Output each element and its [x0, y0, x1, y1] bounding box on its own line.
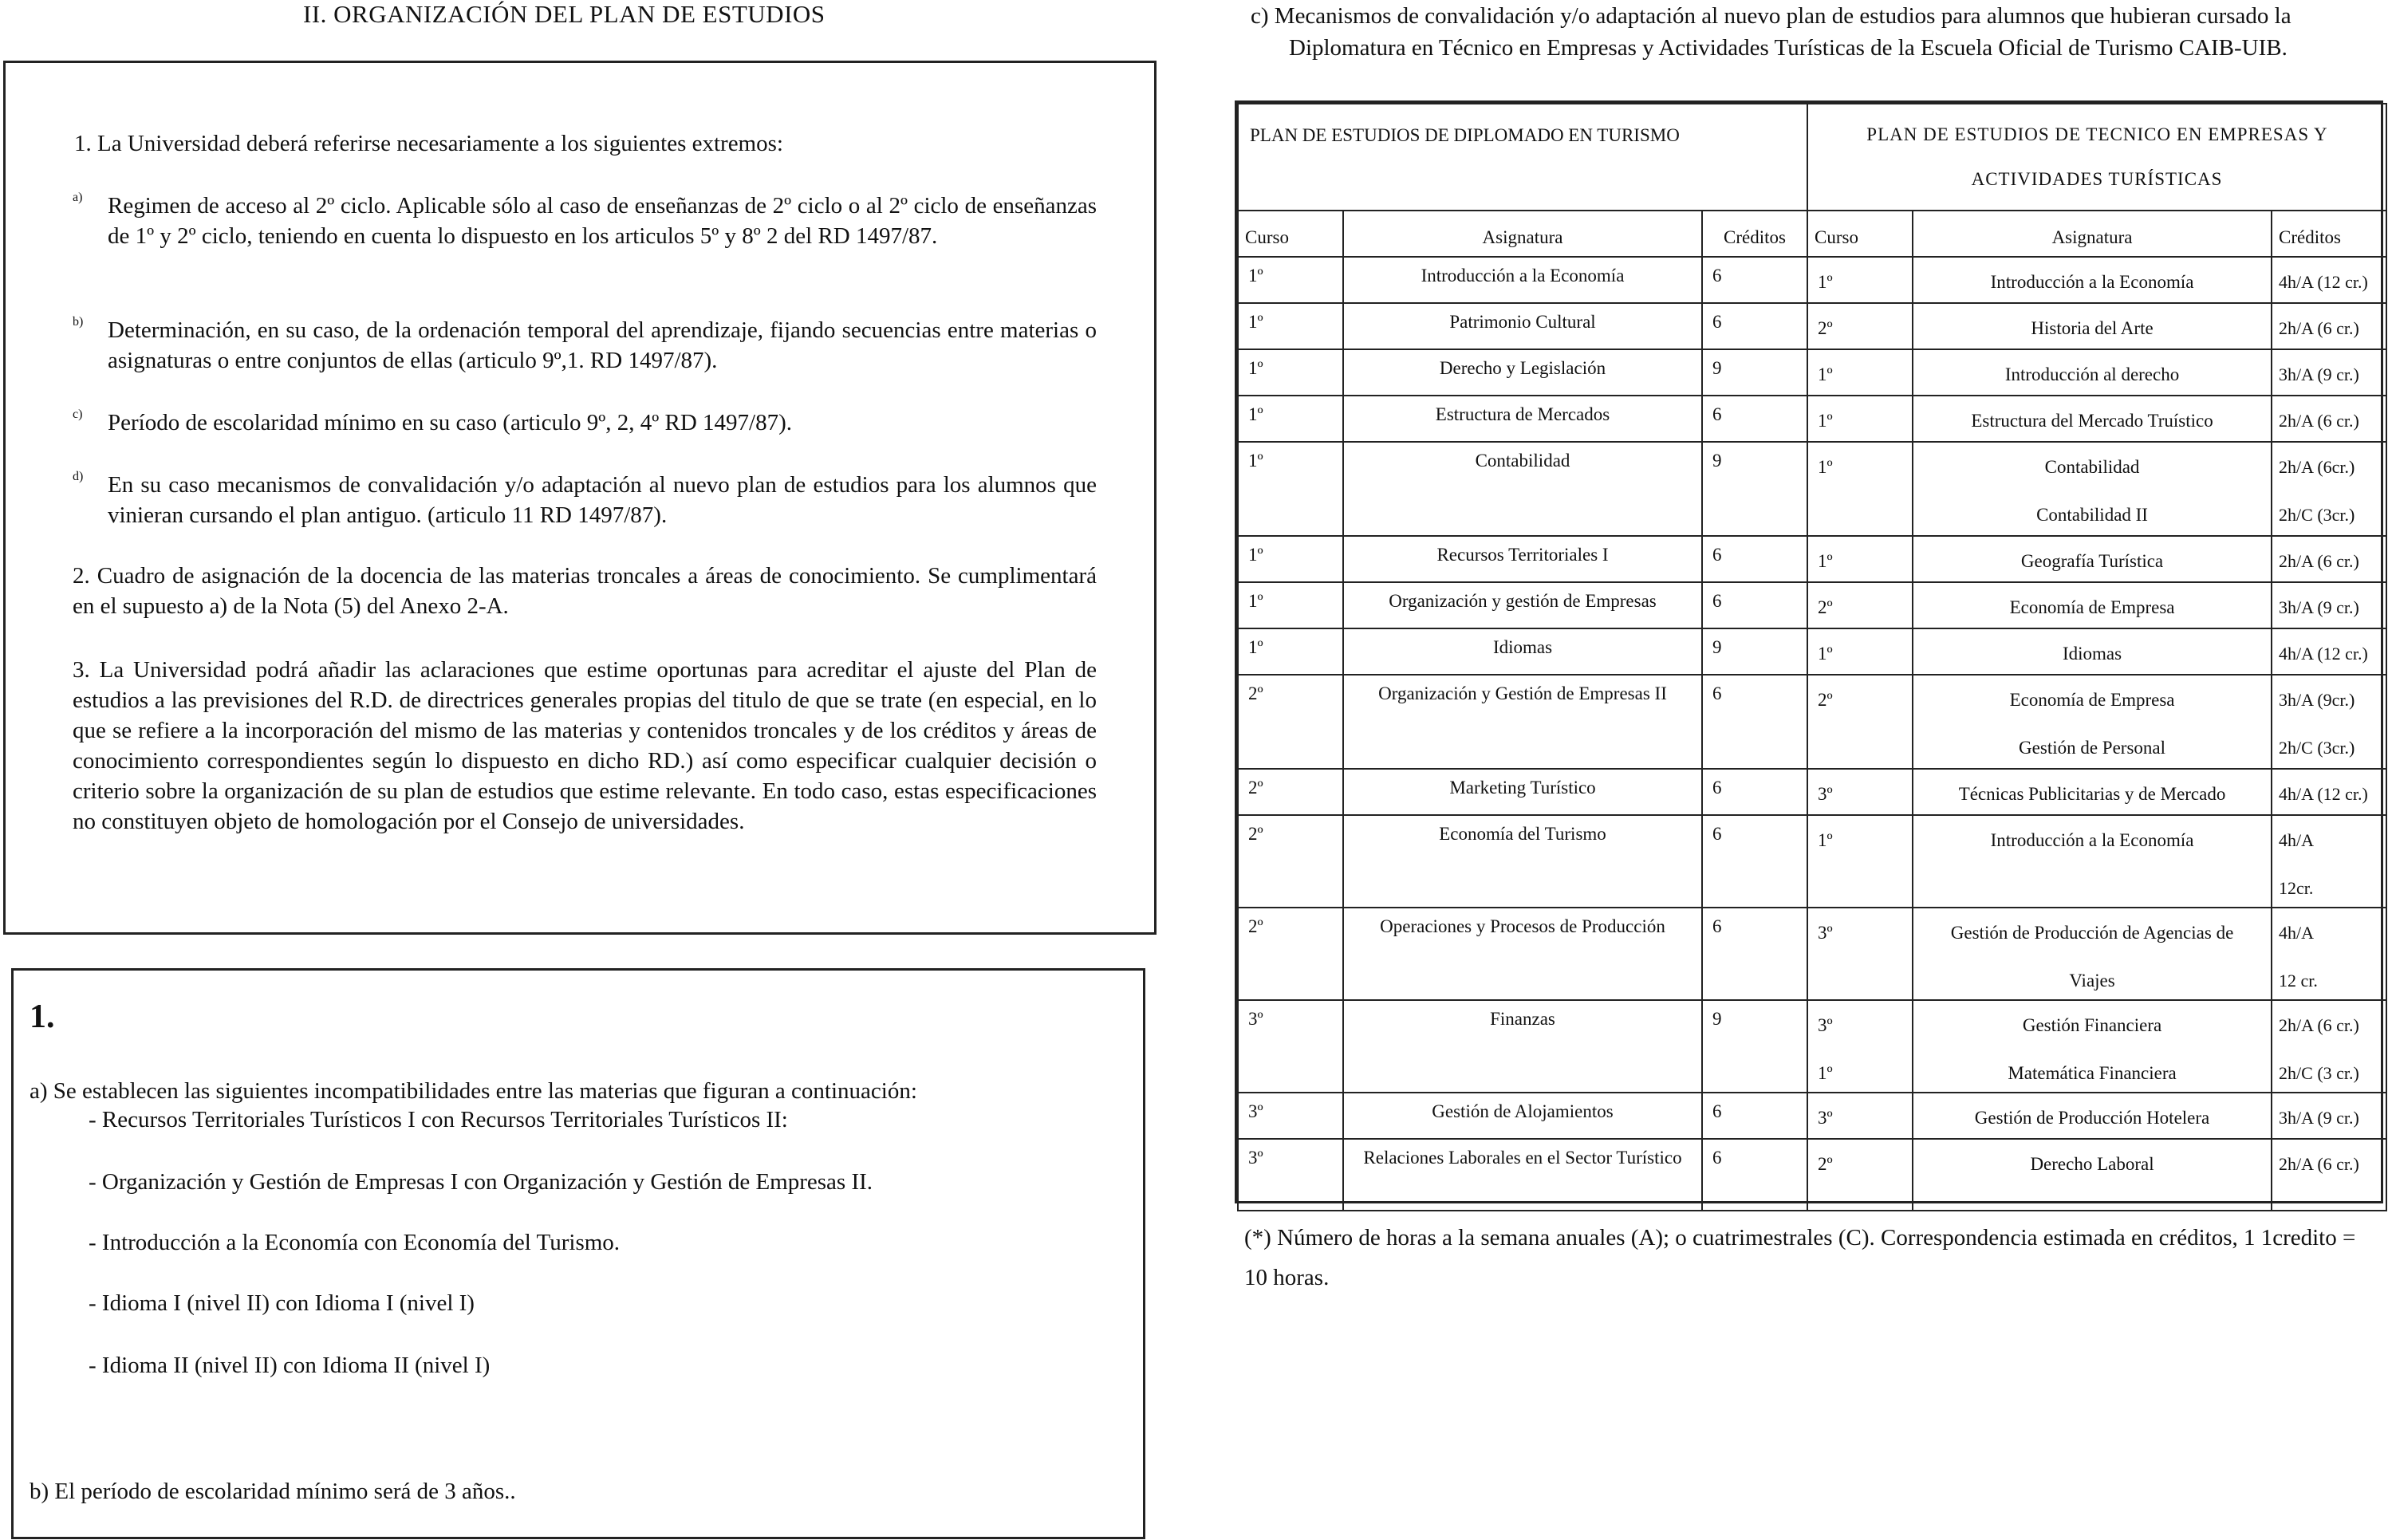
cell-creditos-2 — [2272, 815, 2386, 908]
cell-asignatura: Relaciones Laborales en el Sector Turístico — [1343, 1139, 1702, 1211]
cell-curso-2 — [1807, 582, 1913, 628]
cell-creditos-2 — [2272, 908, 2386, 1000]
cell-curso-2 — [1807, 396, 1913, 442]
instruction-item-3: 3. La Universidad podrá añadir las aclaraciones que estime oportunas para acreditar el ajuste del Plan de estudios a las previsiones del R.D. de directrices generales propias del titulo de que se trate (en especial, en lo que se refiere a la incorporación del mismo de las materias y contenidos troncales y de los créditos y áreas de conocimiento correspondientes según lo dispuesto en dicho RD.) así como especificar cualquier decisión o criterio sobre la organización de su plan de estudios que estime relevante. En todo caso, estas especificaciones no constituyen objeto de homologación por el Consejo de universidades. — [73, 657, 1097, 834]
cell-asignatura-2 — [1913, 815, 2272, 908]
cell-curso-2 — [1807, 1139, 1913, 1211]
table-row — [1238, 536, 2386, 582]
cell-asignatura: Estructura de Mercados — [1343, 396, 1702, 442]
cell-asignatura-2-line: Economía de Empresa — [2009, 597, 2175, 617]
intro-line-2: Diplomatura en Técnico en Empresas y Actividades Turísticas de la Escuela Oficial de Turismo CAIB-UIB. — [1289, 35, 2288, 61]
cell-curso-2-line: 1º — [1818, 457, 1833, 477]
cell-creditos: 6 — [1702, 675, 1807, 769]
cell-creditos-2-line: 3h/A (9 cr.) — [2279, 1108, 2359, 1128]
header-tecnico-line-2: ACTIVIDADES TURÍSTICAS — [1971, 169, 2223, 189]
cell-asignatura-2 — [1913, 303, 2272, 349]
cell-asignatura: Marketing Turístico — [1343, 769, 1702, 815]
cell-asignatura: Recursos Territoriales I — [1343, 536, 1702, 582]
cell-asignatura-2 — [1913, 1000, 2272, 1093]
cell-creditos-2-line: 2h/A (6 cr.) — [2279, 551, 2359, 571]
sub-text: Regimen de acceso al 2º ciclo. Aplicable sólo al caso de enseñanzas de 2º ciclo o al 2º ciclo de enseñanzas de 1º y 2º ciclo, teniendo en cuenta lo dispuesto en los articulos 5º y 8º 2 del RD 1497/87. — [108, 193, 1097, 249]
cell-creditos-2 — [2272, 442, 2386, 536]
column-header-creditos: Créditos — [1702, 211, 1807, 257]
list-item: - Idioma I (nivel II) con Idioma I (nivel I) — [89, 1290, 475, 1316]
cell-asignatura-2-line: Geografía Turística — [2020, 551, 2164, 571]
cell-creditos-2-line: 4h/A (12 cr.) — [2279, 272, 2368, 292]
convalidation-table — [1235, 100, 2383, 1203]
cell-curso-2 — [1807, 442, 1913, 536]
cell-curso-2-line: 1º — [1818, 1063, 1833, 1083]
table-row — [1238, 582, 2386, 628]
cell-asignatura: Idiomas — [1343, 628, 1702, 675]
cell-creditos-2 — [2272, 769, 2386, 815]
cell-asignatura: Organización y gestión de Empresas — [1343, 582, 1702, 628]
cell-curso: 2º — [1238, 769, 1343, 815]
cell-curso: 1º — [1238, 442, 1343, 536]
list-item: - Recursos Territoriales Turísticos I con Recursos Territoriales Turísticos II: — [89, 1107, 788, 1132]
cell-creditos: 6 — [1702, 1139, 1807, 1211]
cell-curso-2-line: 2º — [1818, 597, 1833, 617]
cell-curso-2 — [1807, 769, 1913, 815]
cell-creditos-2 — [2272, 349, 2386, 396]
cell-creditos-2-line: 2h/C (3 cr.) — [2279, 1063, 2359, 1083]
column-header-asignatura-2: Asignatura — [1913, 211, 2272, 257]
table-row — [1238, 675, 2386, 769]
cell-curso-2-line: 1º — [1818, 644, 1833, 664]
cell-creditos-2-line: 2h/A (6 cr.) — [2279, 411, 2359, 431]
cell-creditos-2-line: 2h/A (6 cr.) — [2279, 1154, 2359, 1174]
cell-asignatura-2 — [1913, 536, 2272, 582]
cell-curso-2 — [1807, 257, 1913, 303]
sub-label: a) — [73, 191, 83, 204]
sub-label: c) — [73, 408, 83, 421]
cell-asignatura-2-line: Estructura del Mercado Truístico — [1971, 411, 2213, 431]
cell-creditos: 9 — [1702, 1000, 1807, 1093]
table-row — [1238, 349, 2386, 396]
cell-curso-2-line: 3º — [1818, 1108, 1833, 1128]
sub-text: Determinación, en su caso, de la ordenación temporal del aprendizaje, fijando secuencias entre materias o asignaturas o entre conjuntos de ellas (articulo 9º,1. RD 1497/87). — [108, 317, 1097, 373]
cell-curso-2-line: 1º — [1818, 364, 1833, 384]
instruction-sub-a — [73, 191, 1097, 251]
cell-curso: 2º — [1238, 815, 1343, 908]
cell-curso-2 — [1807, 349, 1913, 396]
cell-curso-2 — [1807, 628, 1913, 675]
cell-creditos: 6 — [1702, 396, 1807, 442]
cell-creditos-2 — [2272, 1093, 2386, 1139]
cell-curso-2-line: 2º — [1818, 690, 1833, 710]
table-row — [1238, 303, 2386, 349]
cell-curso-2 — [1807, 536, 1913, 582]
cell-creditos-2-line: 4h/A (12 cr.) — [2279, 784, 2368, 804]
cell-curso: 3º — [1238, 1093, 1343, 1139]
table-row — [1238, 257, 2386, 303]
cell-creditos-2-line: 2h/A (6 cr.) — [2279, 1015, 2359, 1035]
cell-curso: 1º — [1238, 582, 1343, 628]
cell-asignatura-2-line: Economía de Empresa — [2009, 690, 2175, 710]
intro-line-1: c) Mecanismos de convalidación y/o adaptación al nuevo plan de estudios para alumnos que hubieran cursado la — [1251, 3, 2291, 29]
cell-creditos-2 — [2272, 675, 2386, 769]
cell-asignatura-2-line: Gestión de Producción de Agencias de — [1950, 923, 2234, 943]
table-row — [1238, 628, 2386, 675]
cell-curso-2-line: 2º — [1818, 318, 1833, 338]
cell-asignatura-2 — [1913, 396, 2272, 442]
cell-curso-2-line: 3º — [1818, 1015, 1833, 1035]
cell-creditos: 6 — [1702, 908, 1807, 1000]
cell-creditos-2 — [2272, 628, 2386, 675]
cell-creditos-2-line: 3h/A (9 cr.) — [2279, 597, 2359, 617]
cell-asignatura-2-line: Gestión de Personal — [2019, 738, 2166, 758]
cell-creditos: 6 — [1702, 1093, 1807, 1139]
cell-creditos-2-line: 4h/A — [2279, 830, 2315, 850]
cell-asignatura: Introducción a la Economía — [1343, 257, 1702, 303]
cell-curso: 3º — [1238, 1139, 1343, 1211]
cell-asignatura: Contabilidad — [1343, 442, 1702, 536]
cell-asignatura: Operaciones y Procesos de Producción — [1343, 908, 1702, 1000]
instruction-sub-c — [73, 408, 1097, 438]
instructions-box — [3, 61, 1157, 935]
instruction-sub-b — [73, 315, 1097, 376]
cell-curso-2-line: 3º — [1818, 784, 1833, 804]
cell-asignatura-2-line: Gestión de Producción Hotelera — [1974, 1108, 2210, 1128]
cell-asignatura-2 — [1913, 1093, 2272, 1139]
cell-creditos-2-line: 3h/A (9cr.) — [2279, 690, 2355, 710]
cell-asignatura-2-line: Viajes — [2069, 971, 2115, 991]
cell-curso: 1º — [1238, 257, 1343, 303]
cell-curso-2-line: 3º — [1818, 923, 1833, 943]
cell-creditos-2 — [2272, 582, 2386, 628]
table-row — [1238, 396, 2386, 442]
cell-asignatura-2-line: Historia del Arte — [2031, 318, 2154, 338]
header-diplomado: PLAN DE ESTUDIOS DE DIPLOMADO EN TURISMO — [1238, 104, 1807, 211]
incompatibilities-intro: a) Se establecen las siguientes incompatibilidades entre las materias que figuran a continuación: — [30, 1078, 917, 1104]
cell-asignatura-2 — [1913, 349, 2272, 396]
cell-creditos: 6 — [1702, 257, 1807, 303]
cell-creditos-2-line: 12 cr. — [2279, 971, 2318, 991]
cell-curso: 2º — [1238, 675, 1343, 769]
sub-label: d) — [73, 470, 84, 483]
cell-asignatura-2 — [1913, 442, 2272, 536]
cell-curso: 1º — [1238, 536, 1343, 582]
cell-asignatura-2 — [1913, 257, 2272, 303]
cell-curso-2-line: 1º — [1818, 830, 1833, 850]
cell-creditos-2 — [2272, 536, 2386, 582]
cell-creditos-2 — [2272, 257, 2386, 303]
cell-creditos-2-line: 2h/A (6cr.) — [2279, 457, 2355, 477]
cell-asignatura: Finanzas — [1343, 1000, 1702, 1093]
cell-creditos: 6 — [1702, 815, 1807, 908]
cell-asignatura-2 — [1913, 1139, 2272, 1211]
cell-creditos-2-line: 2h/C (3cr.) — [2279, 738, 2355, 758]
cell-curso-2-line: 1º — [1818, 272, 1833, 292]
cell-creditos: 9 — [1702, 628, 1807, 675]
list-item: - Introducción a la Economía con Economía del Turismo. — [89, 1230, 621, 1255]
cell-creditos: 6 — [1702, 582, 1807, 628]
cell-creditos: 9 — [1702, 349, 1807, 396]
cell-asignatura-2-line: Contabilidad — [2044, 457, 2140, 477]
table-row — [1238, 815, 2386, 908]
cell-curso: 2º — [1238, 908, 1343, 1000]
header-tecnico-line-1: PLAN DE ESTUDIOS DE TECNICO EN EMPRESAS Y — [1866, 124, 2327, 144]
cell-asignatura-2-line: Introducción al derecho — [2004, 364, 2180, 384]
cell-creditos-2 — [2272, 396, 2386, 442]
cell-curso-2 — [1807, 815, 1913, 908]
cell-creditos: 6 — [1702, 303, 1807, 349]
sub-text: En su caso mecanismos de convalidación y/o adaptación al nuevo plan de estudios para los alumnos que vinieran cursando el plan antiguo. (articulo 11 RD 1497/87). — [108, 472, 1097, 528]
table-row — [1238, 1093, 2386, 1139]
cell-curso: 3º — [1238, 1000, 1343, 1093]
cell-asignatura-2 — [1913, 582, 2272, 628]
cell-asignatura-2 — [1913, 908, 2272, 1000]
instruction-item-1: 1. La Universidad deberá referirse necesariamente a los siguientes extremos: — [74, 131, 783, 156]
cell-curso-2-line: 1º — [1818, 551, 1833, 571]
cell-asignatura-2-line: Derecho Laboral — [2030, 1154, 2154, 1174]
cell-curso: 1º — [1238, 349, 1343, 396]
instruction-sub-d — [73, 470, 1097, 530]
cell-creditos-2-line: 4h/A (12 cr.) — [2279, 644, 2368, 664]
column-header-asignatura: Asignatura — [1343, 211, 1702, 257]
cell-creditos: 6 — [1702, 536, 1807, 582]
column-header-curso: Curso — [1238, 211, 1343, 257]
cell-curso-2 — [1807, 1093, 1913, 1139]
table-row — [1238, 908, 2386, 1000]
cell-asignatura-2-line: Idiomas — [2062, 644, 2122, 664]
cell-asignatura: Economía del Turismo — [1343, 815, 1702, 908]
cell-curso: 1º — [1238, 628, 1343, 675]
list-item: - Organización y Gestión de Empresas I con Organización y Gestión de Empresas II. — [89, 1169, 873, 1195]
footnote: (*) Número de horas a la semana anuales (A); o cuatrimestrales (C). Correspondencia estimada en créditos, 1 1credito = 10 horas. — [1244, 1225, 2356, 1290]
cell-curso-2 — [1807, 675, 1913, 769]
cell-creditos-2-line: 3h/A (9 cr.) — [2279, 364, 2359, 384]
cell-asignatura-2 — [1913, 769, 2272, 815]
cell-asignatura: Gestión de Alojamientos — [1343, 1093, 1702, 1139]
cell-asignatura-2-line: Contabilidad II — [2036, 505, 2148, 525]
header-tecnico — [1807, 104, 2386, 211]
cell-creditos-2 — [2272, 1000, 2386, 1093]
table-row — [1238, 769, 2386, 815]
cell-curso-2 — [1807, 908, 1913, 1000]
cell-creditos-2-line: 2h/C (3cr.) — [2279, 505, 2355, 525]
box-number: 1. — [30, 998, 55, 1035]
cell-creditos-2-line: 12cr. — [2279, 878, 2314, 898]
sub-label: b) — [73, 315, 84, 329]
table — [1237, 103, 2387, 1211]
list-item: - Idioma II (nivel II) con Idioma II (nivel I) — [89, 1353, 491, 1378]
cell-asignatura-2 — [1913, 628, 2272, 675]
minimum-period-text: b) El período de escolaridad mínimo será de 3 años.. — [30, 1479, 516, 1504]
cell-creditos: 9 — [1702, 442, 1807, 536]
table-body — [1238, 257, 2386, 1211]
cell-creditos-2-line: 4h/A — [2279, 923, 2315, 943]
table-row — [1238, 1000, 2386, 1093]
section-title: II. ORGANIZACIÓN DEL PLAN DE ESTUDIOS — [303, 0, 826, 28]
cell-asignatura-2-line: Técnicas Publicitarias y de Mercado — [1958, 784, 2226, 804]
cell-asignatura-2-line: Introducción a la Economía — [1990, 830, 2194, 850]
cell-creditos-2-line: 2h/A (6 cr.) — [2279, 318, 2359, 338]
cell-asignatura: Organización y Gestión de Empresas II — [1343, 675, 1702, 769]
incompatibilities-box — [11, 968, 1145, 1539]
column-header-creditos-2: Créditos — [2272, 211, 2386, 257]
cell-asignatura: Patrimonio Cultural — [1343, 303, 1702, 349]
cell-creditos-2 — [2272, 1139, 2386, 1211]
cell-asignatura-2-line: Matemática Financiera — [2008, 1063, 2177, 1083]
cell-asignatura-2 — [1913, 675, 2272, 769]
cell-creditos-2 — [2272, 303, 2386, 349]
table-row — [1238, 1139, 2386, 1211]
cell-creditos: 6 — [1702, 769, 1807, 815]
cell-curso-2 — [1807, 303, 1913, 349]
table-row — [1238, 442, 2386, 536]
cell-curso-2 — [1807, 1000, 1913, 1093]
sub-text: Período de escolaridad mínimo en su caso (articulo 9º, 2, 4º RD 1497/87). — [108, 410, 793, 435]
convalidation-intro — [1251, 0, 2383, 64]
cell-curso-2-line: 2º — [1818, 1154, 1833, 1174]
cell-asignatura-2-line: Introducción a la Economía — [1990, 272, 2194, 292]
cell-asignatura-2-line: Gestión Financiera — [2022, 1015, 2162, 1035]
cell-curso: 1º — [1238, 396, 1343, 442]
column-header-curso-2: Curso — [1807, 211, 1913, 257]
cell-curso-2-line: 1º — [1818, 411, 1833, 431]
instruction-item-2: 2. Cuadro de asignación de la docencia de las materias troncales a áreas de conocimiento. Se cumplimentará en el supuesto a) de la Nota (5) del Anexo 2-A. — [73, 563, 1097, 619]
cell-asignatura: Derecho y Legislación — [1343, 349, 1702, 396]
cell-curso: 1º — [1238, 303, 1343, 349]
